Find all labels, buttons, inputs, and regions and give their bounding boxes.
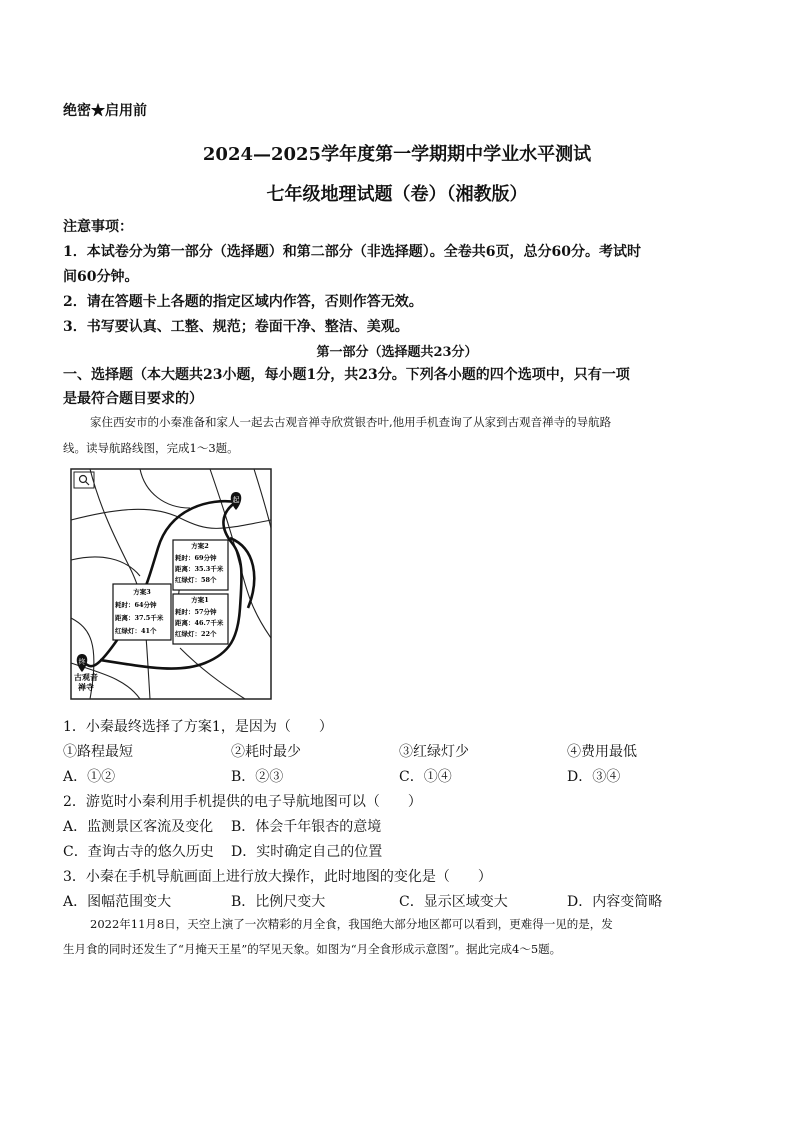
svg-text:距离：37.5千米: 距离：37.5千米 [115,614,164,622]
passage2-line2: 生月食的同时还发生了“月掩天王星”的罕见天象。如图为“月全食形成示意图”。据此完成4～5题。 [63,942,562,956]
q2-option-c[interactable]: C．查询古寺的悠久历史 [63,844,214,860]
exam-subtitle: 七年级地理试题（卷）（湘教版） [266,184,528,205]
note-item-2: 2．请在答题卡上各题的指定区域内作答，否则作答无效。 [63,294,423,310]
q2-stem: 2．游览时小秦利用手机提供的电子导航地图可以（ ） [63,794,422,810]
section-heading: 一、选择题（本大题共23小题，每小题1分，共23分。下列各小题的四个选项中，只有一项 [63,367,630,383]
plan3-box [113,584,171,640]
q1-option-b[interactable]: B．②③ [231,769,284,785]
q3-stem: 3．小秦在手机导航画面上进行放大操作，此时地图的变化是（ ） [63,869,492,885]
section-heading-cont: 是最符合题目要求的） [63,391,203,407]
svg-text:方案1: 方案1 [191,596,209,604]
q1-statement-3: ③红绿灯少 [399,744,469,760]
notes-heading: 注意事项： [63,219,133,235]
exam-title: 2024—2025学年度第一学期期中学业水平测试 [202,144,592,165]
q1-statement-2: ②耗时最少 [231,744,301,760]
svg-text:红绿灯：22个: 红绿灯：22个 [175,630,217,638]
svg-text:耗时：69分钟: 耗时：69分钟 [175,554,217,562]
svg-text:方案3: 方案3 [133,588,151,596]
svg-text:红绿灯：58个: 红绿灯：58个 [175,576,217,584]
q3-option-b[interactable]: B．比例尺变大 [231,894,326,910]
q1-stem: 1．小秦最终选择了方案1，是因为（ ） [63,719,333,735]
q3-option-c[interactable]: C．显示区域变大 [399,894,508,910]
q2-option-d[interactable]: D．实时确定自己的位置 [231,844,383,860]
q1-option-a[interactable]: A．①② [63,769,116,785]
svg-text:耗时：64分钟: 耗时：64分钟 [115,601,157,609]
part1-heading: 第一部分（选择题共23分） [316,345,478,360]
passage2-line1: 2022年11月8日，天空上演了一次精彩的月全食，我国绝大部分地区都可以看到，更难得一见的是，发 [90,917,613,931]
svg-text:方案2: 方案2 [191,542,209,550]
q1-option-d[interactable]: D．③④ [567,769,621,785]
q1-statement-1: ①路程最短 [63,744,133,760]
destination-label: 古观音 [74,672,98,682]
svg-text:距离：46.7千米: 距离：46.7千米 [175,619,224,627]
passage1-line1: 家住西安市的小秦准备和家人一起去古观音禅寺欣赏银杏叶,他用手机查询了从家到古观音禅寺的导航路 [90,415,612,429]
svg-text:距离：35.3千米: 距离：35.3千米 [175,565,224,573]
q3-option-d[interactable]: D．内容变简略 [567,894,663,910]
note-item-1-cont: 间60分钟。 [63,269,139,285]
svg-text:红绿灯：41个: 红绿灯：41个 [115,627,157,635]
navigation-route-map [70,468,272,700]
svg-text:终: 终 [78,658,86,666]
svg-text:耗时：57分钟: 耗时：57分钟 [175,608,217,616]
q1-statement-4: ④费用最低 [567,744,637,760]
note-item-3: 3．书写要认真、工整、规范；卷面干净、整洁、美观。 [63,319,409,335]
q1-option-c[interactable]: C．①④ [399,769,452,785]
note-item-1: 1．本试卷分为第一部分（选择题）和第二部分（非选择题）。全卷共6页，总分60分。考试时 [63,244,641,260]
q3-option-a[interactable]: A．图幅范围变大 [63,894,172,910]
plan2-box [173,540,228,590]
q2-option-b[interactable]: B．体会千年银杏的意境 [231,819,382,835]
plan1-box [173,594,228,644]
destination-label-2: 禅寺 [78,682,94,692]
q2-option-a[interactable]: A．监测景区客流及变化 [63,819,214,835]
confidential-label: 绝密★启用前 [63,103,147,119]
svg-text:起: 起 [232,496,240,504]
passage1-line2: 线。读导航路线图，完成1～3题。 [63,441,239,455]
